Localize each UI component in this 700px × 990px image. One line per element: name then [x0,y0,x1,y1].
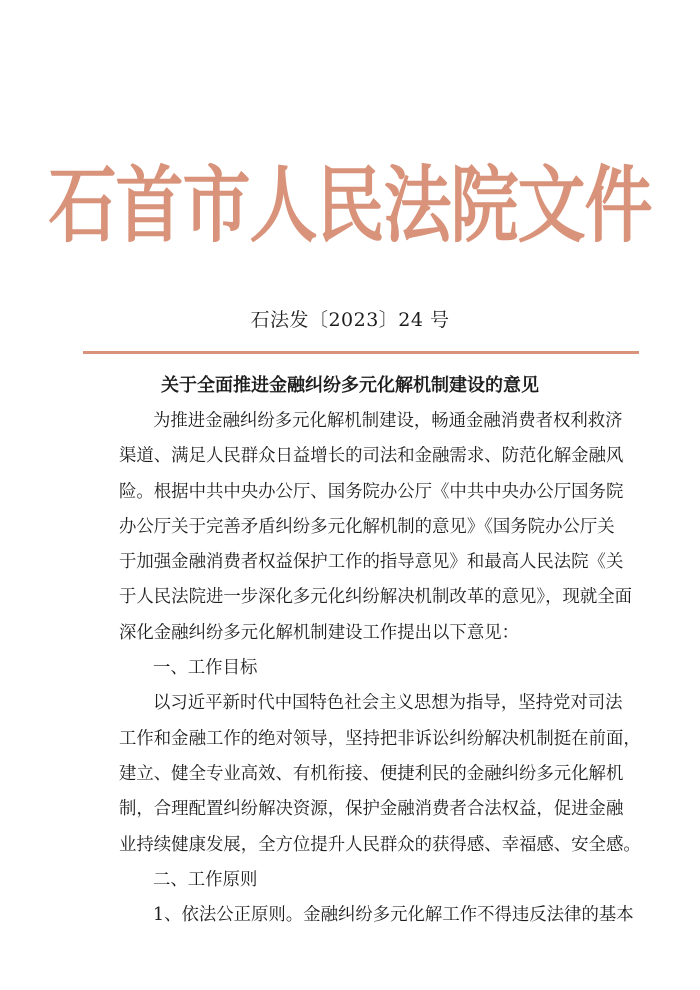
intro-paragraph [119,404,633,651]
section-1-paragraph [119,686,641,862]
intro-line: 为推进金融纠纷多元化解机制建设，畅通金融消费者权利救济 [153,411,623,431]
intro-line: 办公厅关于完善矛盾纠纷多元化解机制的意见》《国务院办公厅关 [119,516,615,537]
document-header: 石首市人民法院文件 [48,158,652,255]
intro-line: 于加强金融消费者权益保护工作的指导意见》和最高人民法院《关 [119,552,624,573]
principle-1-line: 1、依法公正原则。金融纠纷多元化解工作不得违反法律的基本 [153,905,634,926]
section-heading-text: 二、工作原则 [153,869,258,890]
intro-line: 渠道、满足人民群众日益增长的司法和金融需求、防范化解金融风 [119,446,624,467]
section-1-line: 制，合理配置纠纷解决资源，保护金融消费者合法权益，促进金融 [119,799,624,820]
intro-line: 险。根据中共中央办公厅、国务院办公厅《中共中央办公厅国务院 [119,481,624,502]
section-1-line: 业持续健康发展，全方位提升人民群众的获得感、幸福感、安全感。 [119,834,641,855]
document-body [119,404,641,933]
section-1-heading [119,651,609,686]
section-1-line: 工作和金融工作的绝对领导，坚持把非诉讼纠纷解决机制挺在前面， [119,728,641,749]
intro-line: 深化金融纠纷多元化解机制建设工作提出以下意见： [119,622,519,643]
intro-line: 于人民法院进一步深化多元化纠纷解决机制改革的意见》，现就全面 [119,587,633,608]
section-2-heading [119,863,609,898]
section-1-line: 建立、健全专业高效、有机衔接、便捷利民的金融纠纷多元化解机 [119,763,624,784]
document-title: 关于全面推进金融纠纷多元化解机制建设的意见 [161,375,539,396]
principle-1-paragraph [119,898,634,933]
section-heading-text: 一、工作目标 [153,658,258,679]
red-divider-line [83,351,639,354]
section-1-line: 以习近平新时代中国特色社会主义思想为指导，坚持党对司法 [153,693,623,714]
document-number: 石法发〔2023〕24 号 [250,309,450,331]
